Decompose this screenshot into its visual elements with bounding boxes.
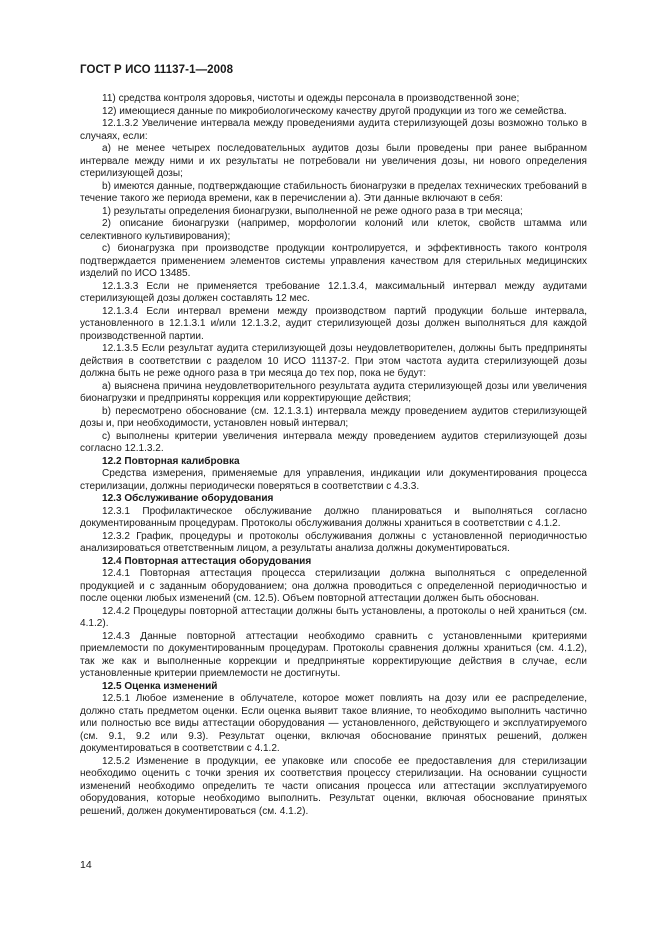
section-heading-12-4: 12.4 Повторная аттестация оборудования: [102, 555, 312, 567]
document-body: [80, 93, 587, 818]
list-item: c) бионагрузка при производстве продукции контролируется, и эффективность такого контроля подтверждается применением элементов системы управления качеством для стерильных медицинских изделий по ИСО 13485.: [80, 243, 587, 279]
clause-12-4-2: 12.4.2 Процедуры повторной аттестации должны быть установлены, а протоколы о ней храниться (см. 4.1.2).: [80, 605, 587, 629]
clause-12-4-3: 12.4.3 Данные повторной аттестации необходимо сравнить с установленными критериями приемлемости по документированным процедурам. Протоколы сравнения должны храниться (см. 4.1.2), так же как и выполненные коррекции и предпринятые корректирующие действия в случае, если установленные критерии приемлемости не достигнуты.: [80, 630, 587, 679]
list-item: 11) средства контроля здоровья, чистоты и одежды персонала в производственной зоне;: [102, 93, 520, 104]
list-item: 1) результаты определения бионагрузки, выполненной не реже одного раза в три месяца;: [102, 205, 523, 217]
clause-12-1-3-5: 12.1.3.5 Если результат аудита стерилизующей дозы неудовлетворителен, должны быть предприняты действия в соответствии с разделом 10 ИСО 11137-2. При этом частота аудита стерилизующей дозы должна быть не реже одного раза в три месяца до тех пор, пока не будут:: [80, 343, 587, 379]
clause-12-1-3-4: 12.1.3.4 Если интервал времени между производством партий продукции больше интервала, установленного в 12.1.3.1 и/или 12.1.3.2, аудит стерилизующей дозы должен выполняться для каждой производственной партии.: [80, 305, 587, 342]
list-item: b) пересмотрено обоснование (см. 12.1.3.1) интервала между проведением аудитов стерилизующей дозы и, при необходимости, установлен новый интервал;: [80, 405, 587, 429]
clause-12-5-1: 12.5.1 Любое изменение в облучателе, которое может повлиять на дозу или ее распределение, должно стать предметом оценки. Если оценка выявит такое влияние, то необходимо выполнить частично или полностью все виды аттестации оборудования — установленного, действующего и эксплуатируемого (см. 9.1, 9.2 или 9.3). Результат оценки, включая обоснование принятых решений, должен документироваться в соответствии с 4.1.2.: [80, 693, 587, 754]
list-item: 2) описание бионагрузки (например, морфологии колоний или клеток, свойств штамма или селективного культивирования);: [80, 218, 587, 242]
list-item: a) выяснена причина неудовлетворительного результата аудита стерилизующей дозы или увеличения бионагрузки и предприняты коррекция или корректирующие действия;: [80, 380, 587, 404]
section-heading-12-2: 12.2 Повторная калибровка: [102, 455, 240, 467]
section-heading-12-5: 12.5 Оценка изменений: [102, 680, 218, 692]
list-item: а) не менее четырех последовательных аудитов дозы были проведены при ранее выбранном интервале между ними и их результаты не потребовали ни увеличения дозы, ни нового определения стерилизующей дозы;: [80, 143, 587, 179]
list-item: 12) имеющиеся данные по микробиологическому качеству другой продукции из того же семейства.: [102, 105, 567, 117]
list-item: c) выполнены критерии увеличения интервала между проведением аудитов стерилизующей дозы согласно 12.1.3.2.: [80, 430, 587, 454]
clause-12-4-1: 12.4.1 Повторная аттестация процесса стерилизации должна выполняться с определенной продукцией и с заданным оборудованием; она должна проводиться с определенной периодичностью и после оценки любых изменений (см. 12.5). Объем повторной аттестации должен быть обоснован.: [80, 568, 587, 604]
section-heading-12-3: 12.3 Обслуживание оборудования: [102, 493, 274, 504]
document-header: ГОСТ Р ИСО 11137-1—2008: [80, 64, 234, 76]
clause-12-3-2: 12.3.2 График, процедуры и протоколы обслуживания должны с установленной периодичностью анализироваться ответственным лицом, а результаты анализа должны документироваться.: [80, 530, 587, 554]
clause-12-5-2: 12.5.2 Изменение в продукции, ее упаковке или способе ее предоставления для стерилизации необходимо оценить с точки зрения их соответствия процессу стерилизации. На основании сущности изменений необходимо определить те части описания процесса или аттестации эксплуатируемого оборудования, которые необходимо выполнить. Результат оценки, включая обоснование принятых решений, должен документироваться (см. 4.1.2).: [80, 755, 587, 817]
paragraph: Средства измерения, применяемые для управления, индикации или документирования процесса стерилизации, должны периодически поверяться в соответствии с 4.3.3.: [80, 468, 587, 492]
page-number: 14: [80, 859, 92, 871]
list-item: b) имеются данные, подтверждающие стабильность бионагрузки в пределах технических требований в течение такого же периода времени, как в перечислении а). Эти данные включают в себя:: [80, 180, 587, 204]
clause-12-3-1: 12.3.1 Профилактическое обслуживание должно планироваться и выполняться согласно документированным процедурам. Протоколы обслуживания должны храниться в соответствии с 4.1.2.: [80, 505, 587, 529]
clause-12-1-3-3: 12.1.3.3 Если не применяется требование 12.1.3.4, максимальный интервал между аудитами стерилизующей дозы должен составлять 12 мес.: [80, 280, 587, 304]
clause-12-1-3-2: 12.1.3.2 Увеличение интервала между проведениями аудита стерилизующей дозы возможно только в случаях, если:: [80, 118, 587, 142]
